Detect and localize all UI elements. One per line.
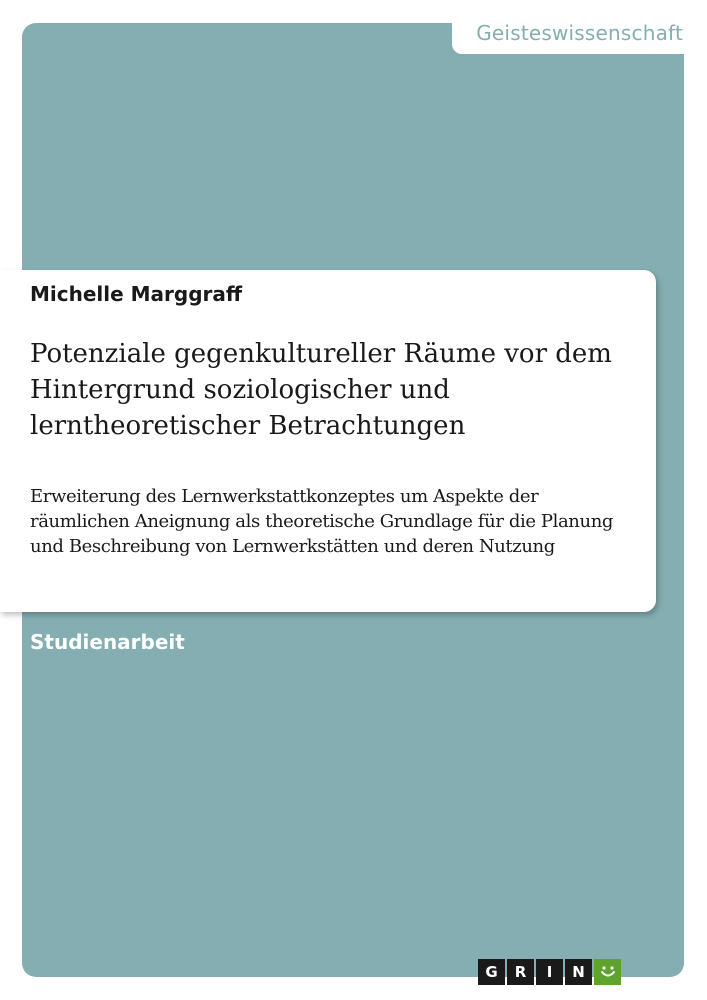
logo-letter-n: N: [565, 959, 592, 985]
logo-letter-i: I: [536, 959, 563, 985]
smile-icon: [594, 959, 621, 985]
document-type: Studienarbeit: [30, 630, 185, 654]
category-label: Geisteswissenschaft: [476, 21, 683, 45]
book-title: Potenziale gegenkultureller Räume vor dem Hintergrund soziologischer und lerntheoretischer Betrachtungen: [30, 339, 612, 441]
book-subtitle: Erweiterung des Lernwerkstattkonzeptes um Aspekte der räumlichen Aneignung als theoretische Grundlage für die Planung und Beschreibung von Lernwerkstätten und deren Nutzung: [30, 486, 614, 557]
logo-letter-r: R: [507, 959, 534, 985]
publisher-logo: [478, 959, 621, 985]
author-name: Michelle Marggraff: [30, 282, 243, 306]
logo-letter-g: G: [478, 959, 505, 985]
